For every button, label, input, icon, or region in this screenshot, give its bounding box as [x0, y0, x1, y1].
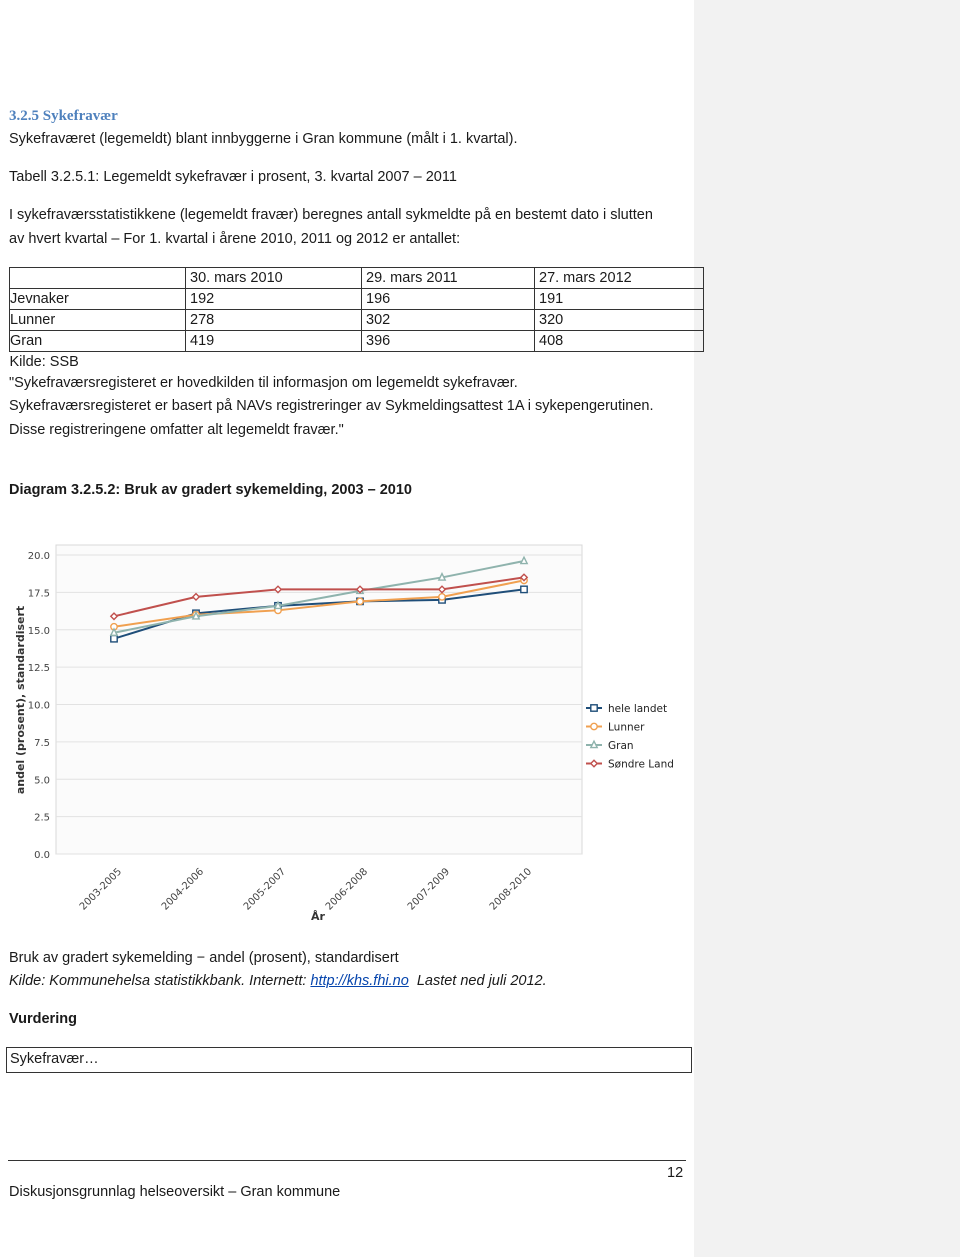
y-tick-label: 5.0 [34, 775, 50, 787]
table-header-cell [10, 268, 186, 289]
table-cell: 302 [362, 310, 535, 331]
x-tick-label: 2004-2006 [159, 866, 207, 913]
table-header-cell: 27. mars 2012 [535, 268, 704, 289]
paragraph-line-2: av hvert kvartal – For 1. kvartal i årene 2010, 2011 og 2012 er antallet: [9, 231, 461, 247]
table-cell: Jevnaker [10, 289, 186, 310]
x-tick-label: 2007-2009 [405, 866, 453, 913]
paragraph-line-1: I sykefraværsstatistikkene (legemeldt fravær) beregnes antall sykmeldte på en bestemt dato i slutten [9, 207, 653, 223]
data-point [521, 586, 527, 592]
footer-divider [8, 1160, 686, 1161]
y-tick-label: 10.0 [27, 700, 50, 712]
section-heading: 3.2.5 Sykefravær [9, 108, 118, 124]
table-cell: Gran [10, 331, 186, 352]
comment-margin-pane [694, 0, 960, 1257]
x-tick-label: 2005-2007 [241, 866, 289, 913]
table-row [10, 310, 704, 331]
table-cell: 419 [186, 331, 362, 352]
legend-label: Lunner [608, 721, 645, 734]
table-cell: 278 [186, 310, 362, 331]
legend-label: hele landet [608, 703, 668, 715]
x-tick-label: 2003-2005 [77, 866, 125, 913]
table-source-row [10, 352, 704, 373]
chart-svg [8, 540, 674, 930]
table-header-cell: 29. mars 2011 [362, 268, 535, 289]
table-row [10, 289, 704, 310]
vurdering-text: Sykefravær… [10, 1051, 99, 1067]
y-axis-label: andel (prosent), standardisert [14, 605, 27, 795]
data-point [439, 594, 445, 600]
line-chart [8, 540, 674, 930]
source-link[interactable]: http://khs.fhi.no [310, 973, 409, 989]
x-tick-label: 2006-2008 [323, 866, 371, 913]
diagram-caption: Diagram 3.2.5.2: Bruk av gradert sykemelding, 2003 – 2010 [9, 482, 412, 498]
legend-marker [591, 723, 597, 729]
table-cell: 191 [535, 289, 704, 310]
table-cell: 320 [535, 310, 704, 331]
x-axis-label: År [311, 910, 325, 923]
table-cell: 196 [362, 289, 535, 310]
footer-title: Diskusjonsgrunnlag helseoversikt – Gran kommune [9, 1184, 341, 1200]
legend-marker [591, 705, 597, 711]
intro-text: Sykefraværet (legemeldt) blant innbyggerne i Gran kommune (målt i 1. kvartal). [9, 131, 518, 147]
page-number: 12 [667, 1165, 684, 1181]
table-cell: 408 [535, 331, 704, 352]
table-source: Kilde: SSB [9, 354, 79, 370]
y-tick-label: 15.0 [27, 625, 50, 637]
chart-source-prefix: Kilde: Kommunehelsa statistikkbank. Internett: [9, 973, 311, 989]
data-point [357, 598, 363, 604]
table-cell: 192 [186, 289, 362, 310]
y-tick-label: 20.0 [27, 551, 50, 562]
chart-source-suffix: Lastet ned juli 2012. [408, 973, 547, 989]
x-tick-label: 2008-2010 [487, 866, 535, 913]
quote-line-2: Sykefraværsregisteret er basert på NAVs registreringer av Sykmeldingsattest 1A i sykepengerutinen. [9, 398, 654, 414]
table-header-cell: 30. mars 2010 [186, 268, 362, 289]
y-tick-label: 0.0 [34, 850, 50, 861]
x-tick-labels [78, 866, 534, 912]
y-tick-labels [28, 551, 50, 861]
chart-source [9, 973, 547, 989]
legend-label: Gran [608, 740, 634, 752]
legend-marker [591, 741, 597, 747]
chart-note: Bruk av gradert sykemelding − andel (prosent), standardisert [9, 950, 399, 966]
y-tick-label: 17.5 [27, 588, 50, 600]
y-tick-label: 7.5 [34, 737, 50, 749]
table-header-row [10, 268, 704, 289]
table-cell: 396 [362, 331, 535, 352]
legend-label: Søndre Land [608, 758, 674, 771]
sick-leave-table [9, 267, 704, 372]
table-caption: Tabell 3.2.5.1: Legemeldt sykefravær i prosent, 3. kvartal 2007 – 2011 [9, 169, 457, 185]
data-point [111, 636, 117, 642]
vurdering-heading: Vurdering [9, 1011, 77, 1027]
quote-line-3: Disse registreringene omfatter alt legemeldt fravær." [9, 422, 344, 438]
table-cell: Lunner [10, 310, 186, 331]
legend [586, 703, 674, 771]
y-tick-label: 12.5 [27, 663, 50, 675]
table-row [10, 331, 704, 352]
legend-marker [591, 760, 597, 766]
vurdering-box[interactable] [6, 1047, 692, 1073]
y-tick-label: 2.5 [34, 812, 50, 824]
quote-line-1: "Sykefraværsregisteret er hovedkilden til informasjon om legemeldt sykefravær. [9, 375, 518, 391]
